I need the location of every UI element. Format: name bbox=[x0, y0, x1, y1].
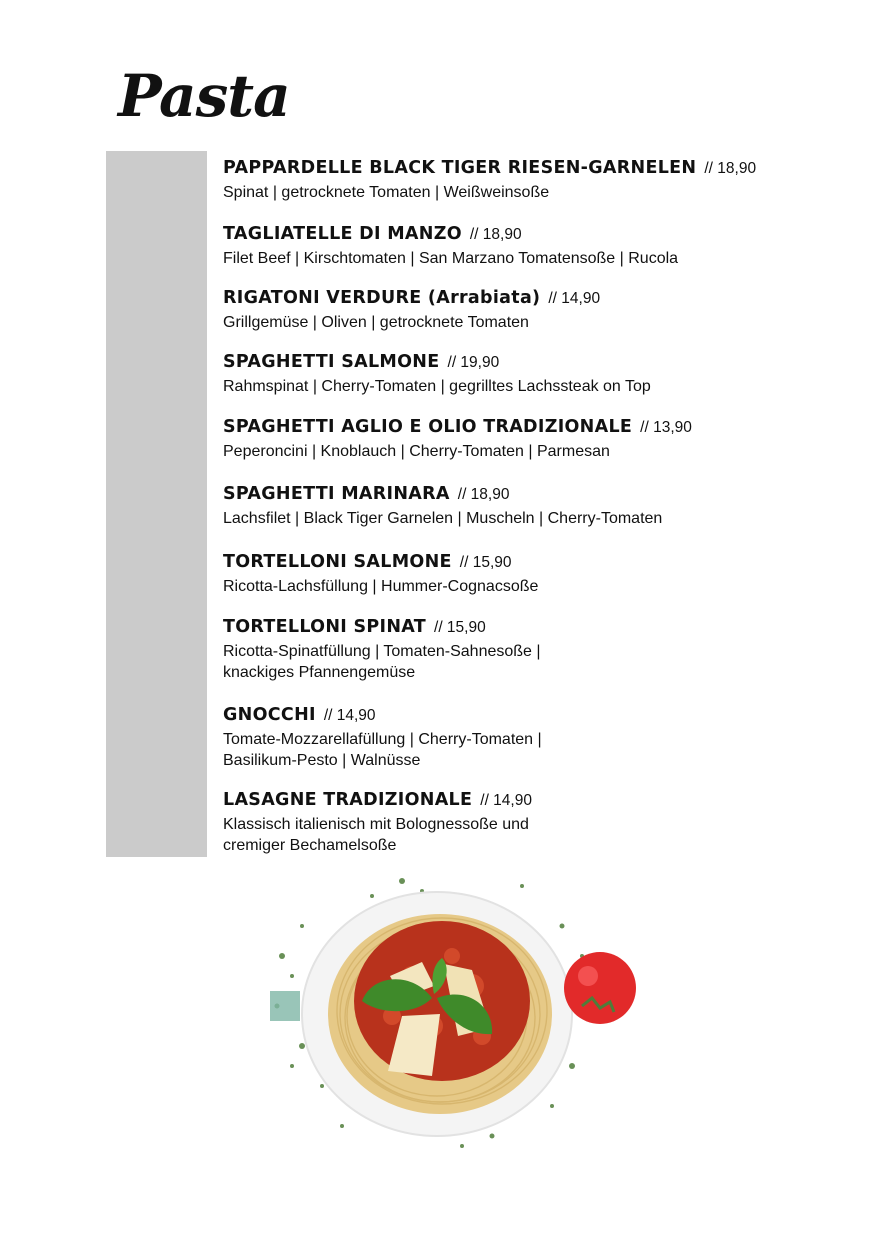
dish-name: LASAGNE TRADIZIONALE bbox=[223, 790, 473, 810]
dish-name: SPAGHETTI AGLIO E OLIO TRADIZIONALE bbox=[223, 417, 633, 437]
menu-item bbox=[223, 481, 843, 549]
dish-price: // 14,90 bbox=[480, 792, 532, 809]
decorative-sidebar-bar bbox=[106, 151, 207, 857]
dish-description: Klassisch italienisch mit Bolognessoße und bbox=[223, 816, 529, 833]
menu-item bbox=[223, 702, 843, 787]
page-title: Pasta bbox=[118, 62, 290, 130]
pasta-menu-list bbox=[223, 155, 843, 857]
dish-name: TAGLIATELLE DI MANZO bbox=[223, 224, 462, 244]
dish-description: Grillgemüse | Oliven | getrocknete Tomaten bbox=[223, 314, 529, 331]
menu-item bbox=[223, 787, 843, 857]
dish-price: // 18,90 bbox=[457, 486, 510, 503]
dish-name: GNOCCHI bbox=[223, 705, 316, 725]
dish-price: // 14,90 bbox=[323, 707, 376, 724]
menu-item bbox=[223, 349, 843, 414]
dish-description: Ricotta-Lachsfüllung | Hummer-Cognacsoße bbox=[223, 578, 539, 595]
dish-price: // 14,90 bbox=[548, 290, 601, 307]
menu-item bbox=[223, 414, 843, 481]
dish-description: Ricotta-Spinatfüllung | Tomaten-Sahnesoße | bbox=[223, 643, 541, 660]
dish-price: // 15,90 bbox=[459, 554, 512, 571]
dish-description: knackiges Pfannengemüse bbox=[223, 664, 416, 681]
dish-name: TORTELLONI SPINAT bbox=[223, 617, 427, 637]
dish-description: Basilikum-Pesto | Walnüsse bbox=[223, 752, 421, 769]
dish-name: PAPPARDELLE BLACK TIGER RIESEN-GARNELEN bbox=[223, 158, 697, 178]
dish-price: // 18,90 bbox=[704, 160, 757, 177]
menu-item bbox=[223, 614, 843, 702]
dish-name: TORTELLONI SALMONE bbox=[223, 552, 452, 572]
menu-item bbox=[223, 549, 843, 614]
dish-name: SPAGHETTI SALMONE bbox=[223, 352, 440, 372]
dish-description: Rahmspinat | Cherry-Tomaten | gegrilltes Lachssteak on Top bbox=[223, 378, 651, 395]
dish-name: RIGATONI VERDURE (Arrabiata) bbox=[223, 288, 541, 308]
dish-price: // 18,90 bbox=[469, 226, 522, 243]
menu-item bbox=[223, 221, 843, 285]
dish-name: SPAGHETTI MARINARA bbox=[223, 484, 450, 504]
dish-price: // 19,90 bbox=[447, 354, 500, 371]
spaghetti-photo bbox=[262, 866, 652, 1156]
dish-description: Spinat | getrocknete Tomaten | Weißweinsoße bbox=[223, 184, 550, 201]
menu-item bbox=[223, 155, 843, 221]
dish-description: Filet Beef | Kirschtomaten | San Marzano Tomatensoße | Rucola bbox=[223, 250, 679, 267]
dish-price: // 13,90 bbox=[640, 419, 692, 436]
menu-item bbox=[223, 285, 843, 349]
dish-description: cremiger Bechamelsoße bbox=[223, 837, 397, 854]
dish-description: Tomate-Mozzarellafüllung | Cherry-Tomaten | bbox=[223, 731, 542, 748]
dish-price: // 15,90 bbox=[434, 619, 486, 636]
dish-description: Peperoncini | Knoblauch | Cherry-Tomaten | Parmesan bbox=[223, 443, 610, 460]
dish-description: Lachsfilet | Black Tiger Garnelen | Muscheln | Cherry-Tomaten bbox=[223, 510, 663, 527]
